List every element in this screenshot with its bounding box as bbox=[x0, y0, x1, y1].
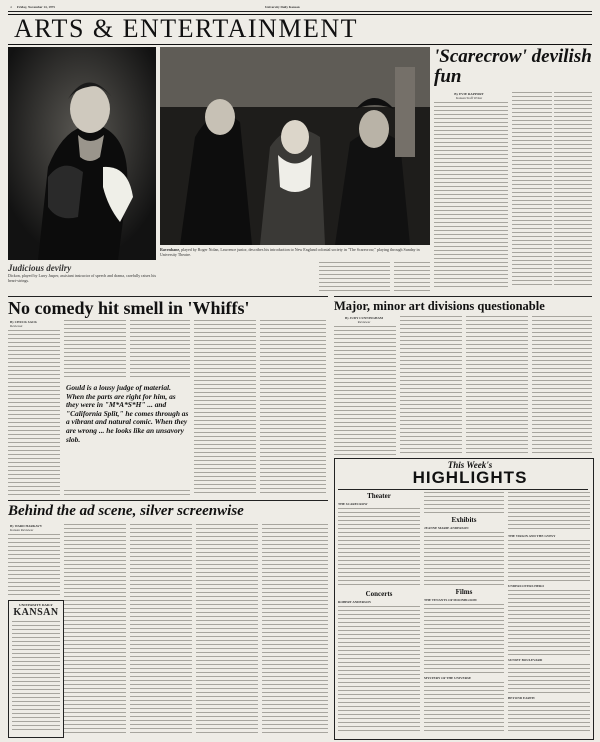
whiffs-rule bbox=[8, 296, 328, 297]
masthead-kicker: UNIVERSITY DAILY bbox=[19, 603, 53, 607]
whiffs-headline: No comedy hit smell in 'Whiffs' bbox=[8, 298, 250, 318]
highlights-item-sunset: SUNSET BOULEVARD bbox=[508, 658, 543, 662]
highlights-theater-text bbox=[338, 508, 420, 588]
screenwise-byline-name: By WARD HARKAVY bbox=[10, 524, 43, 528]
highlights-films-header: Films bbox=[455, 588, 473, 596]
highlights-beyond-text bbox=[508, 702, 590, 734]
whiffs-col-1 bbox=[8, 330, 60, 496]
screenwise-col-1 bbox=[8, 534, 60, 596]
festival-byline-name: By JUDY CUNNINGHAM bbox=[345, 316, 383, 320]
highlights-virgin-text bbox=[508, 540, 590, 582]
screenwise-byline-role: Kansan Reviewer bbox=[10, 528, 34, 532]
screenwise-byline bbox=[10, 524, 62, 532]
highlights-undercovers-text bbox=[508, 590, 590, 656]
scarecrow-caption-text: played by Roger Nolan, Lawrence junior, describes his introduction to New England colonial society in "The Scarecrow," playing through Sunday in University Theatre. bbox=[160, 247, 420, 257]
masthead-name: KANSAN bbox=[13, 607, 59, 618]
highlights-item-undercovers: UNDERCOVERS HERO bbox=[508, 584, 544, 588]
highlights-item-scarecrow: THE SCARECROW bbox=[338, 502, 368, 506]
scarecrow-lower-col-1 bbox=[319, 262, 390, 294]
screenwise-headline: Behind the ad scene, silver screenwise bbox=[8, 503, 244, 519]
dickon-photo bbox=[8, 47, 156, 260]
whiffs-col-2-tail bbox=[64, 490, 190, 496]
highlights-item-jeanne: JEANNE MARIE ANDERSON bbox=[424, 526, 469, 530]
scarecrow-byline bbox=[434, 92, 504, 100]
festival-byline-role: Reviewer bbox=[357, 320, 371, 324]
festival-col-2 bbox=[400, 316, 462, 456]
whiffs-col-5 bbox=[260, 320, 326, 496]
screenwise-col-2 bbox=[64, 524, 126, 736]
festival-col-1 bbox=[334, 326, 396, 456]
festival-rule bbox=[334, 296, 592, 297]
highlights-concerts-header: Concerts bbox=[365, 590, 393, 598]
highlights-concerts-text bbox=[338, 606, 420, 734]
scarecrow-byline-role: Kansan Staff Writer bbox=[455, 96, 483, 100]
festival-col-3 bbox=[466, 316, 528, 456]
scarecrow-headline: 'Scarecrow' devilish fun bbox=[434, 46, 592, 87]
section-title: ARTS & ENTERTAINMENT bbox=[14, 14, 358, 43]
highlights-title-small: This Week's bbox=[447, 460, 493, 470]
screenwise-col-3 bbox=[130, 524, 192, 736]
highlights-item-virgin: THE VIRGIN AND THE GYPSY bbox=[508, 534, 556, 538]
festival-headline: Major, minor art divisions questionable bbox=[334, 299, 545, 313]
whiffs-col-4 bbox=[194, 320, 256, 496]
whiffs-col-2 bbox=[64, 320, 126, 380]
highlights-right-text-top bbox=[508, 492, 590, 532]
kansan-masthead bbox=[8, 600, 64, 738]
festival-byline bbox=[334, 316, 394, 324]
screenwise-col-4 bbox=[196, 524, 258, 736]
highlights-exhibits-text bbox=[424, 532, 504, 586]
highlights-mystery-text bbox=[424, 682, 504, 734]
highlights-title-rule bbox=[338, 489, 588, 490]
highlights-exhibits-header: Exhibits bbox=[451, 516, 477, 524]
highlights-theater-header: Theater bbox=[367, 492, 391, 500]
highlights-item-mystery: MYSTERY OF THE UNIVERSE bbox=[424, 676, 472, 680]
highlights-sunset-text bbox=[508, 664, 590, 694]
scarecrow-photo bbox=[160, 47, 430, 245]
whiffs-byline-name: By CHUCK SACK bbox=[10, 320, 37, 324]
whiffs-pullquote: Gould is a lousy judge of material. When the parts are right for him, as they were in "M*A*S*H" ... and "California Split," he comes through as a vibrant and natural comic. When they are wrong ... he looks like an unsavory slob. bbox=[66, 384, 189, 444]
festival-col-4 bbox=[532, 316, 592, 456]
screenwise-col-5 bbox=[262, 524, 328, 736]
scarecrow-photo-caption bbox=[160, 247, 430, 257]
scarecrow-byline-name: By EVIE RAPPORT bbox=[454, 92, 484, 96]
top-rule bbox=[8, 11, 592, 12]
highlights-films-text bbox=[424, 604, 504, 674]
dickon-caption-text: Dickon, played by Larry Jasper, assistant instructor of speech and drama, carefully raises his heart-strings. bbox=[8, 273, 157, 283]
whiffs-byline-role: Reviewer bbox=[10, 324, 23, 328]
dickon-caption bbox=[8, 263, 156, 283]
highlights-item-anderson: ROBERT ANDERSON bbox=[338, 600, 371, 604]
whiffs-byline bbox=[10, 320, 60, 328]
dickon-caption-title: Judicious devilry bbox=[8, 263, 72, 273]
folio-paper-name: University Daily Kansan bbox=[265, 5, 300, 9]
highlights-title: HIGHLIGHTS bbox=[412, 468, 528, 487]
highlights-mid-text-top bbox=[424, 492, 504, 514]
masthead-staff-listing bbox=[12, 621, 60, 733]
whiffs-col-3 bbox=[130, 320, 190, 380]
highlights-item-tenants: THE TENANTS OF MOONBLOOM bbox=[424, 598, 477, 602]
highlights-item-beyond: BEYOND EARTH bbox=[508, 696, 535, 700]
screenwise-rule bbox=[8, 500, 328, 501]
scarecrow-col-3 bbox=[554, 92, 592, 288]
scarecrow-col-2 bbox=[512, 92, 552, 288]
scarecrow-col-1 bbox=[434, 102, 508, 288]
folio-date: Friday, November 14, 1975 bbox=[17, 5, 55, 9]
scarecrow-lower-col-2 bbox=[394, 262, 430, 294]
scarecrow-caption-lead: Ravenbane, bbox=[160, 247, 181, 252]
page-number: 4 bbox=[10, 5, 12, 9]
